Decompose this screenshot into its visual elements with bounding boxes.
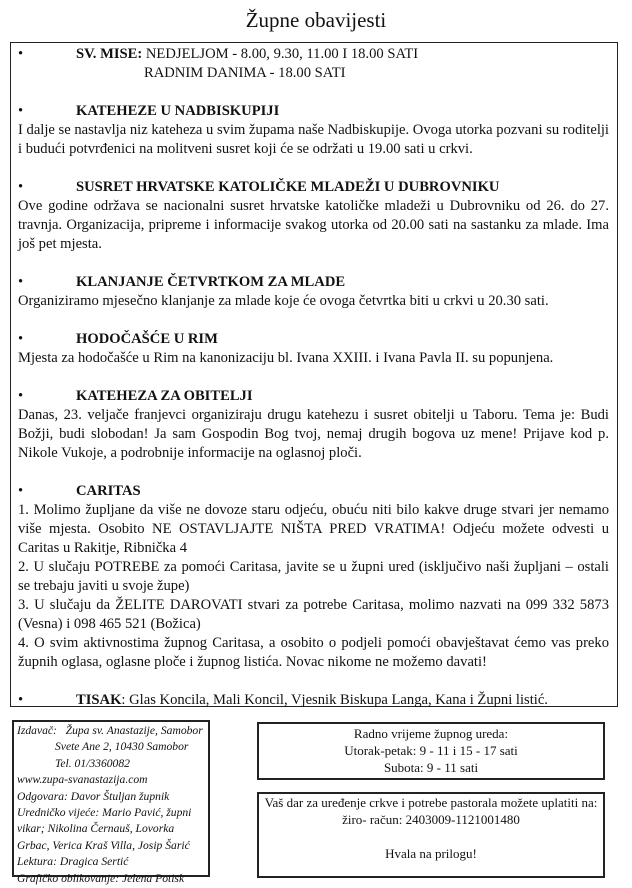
section-text: Organiziramo mjesečno klanjanje za mlade koje će ovoga četvrtka biti u crkvi u 20.30 sati.	[18, 293, 549, 309]
section-kateheze	[18, 102, 609, 159]
bullet: •	[18, 483, 24, 499]
bullet: •	[18, 388, 24, 404]
section-adoration	[18, 273, 609, 311]
caritas-item: 3. U slučaju da ŽELITE DAROVATI stvari za potrebe Caritasa, molimo nazvati na 099 332 5873 (Vesna) i 098 465 521 (Božica)	[18, 597, 609, 632]
impressum-box	[12, 720, 210, 885]
office-hours-box	[257, 722, 605, 780]
address: Svete Ane 2, 10430 Samobor	[55, 740, 189, 754]
caritas-item: 4. O svim aktivnostima župnog Caritasa, a osobito o podjeli pomoći obavještavat ćemo vas preko župnih oglasa, oglasne ploče i župnog listića. Novac nikome ne možemo davati!	[18, 635, 609, 670]
press-list: : Glas Koncila, Mali Koncil, Vjesnik Biskupa Langa, Kana i Župni listić.	[121, 692, 548, 708]
section-heading: KATEHEZE U NADBISKUPIJI	[76, 103, 280, 119]
office-hours-title: Radno vrijeme župnog ureda:	[353, 726, 509, 741]
section-youth-meeting	[18, 178, 609, 254]
section-heading: HODOČAŠĆE U RIM	[76, 331, 218, 347]
section-text: I dalje se nastavlja niz kateheza u svim župama naše Nadbiskupije. Ovoga utorka pozvani su roditelji i budući potvrđenici na molitveni susret koji će se održati u 19.00 sati u crkvi.	[18, 122, 609, 157]
section-heading: SUSRET HRVATSKE KATOLIČKE MLADEŽI U DUBROVNIKU	[76, 179, 500, 195]
section-heading: TISAK	[76, 692, 122, 708]
section-caritas	[18, 482, 609, 672]
section-heading: KATEHEZA ZA OBITELJI	[76, 388, 253, 404]
bullet: •	[18, 46, 24, 62]
caritas-item: 2. U slučaju POTREBE za pomoći Caritasa, javite se u župni ured (isključivo naši župljani – ostali se trebaju javiti u svoje župe)	[18, 559, 609, 594]
bullet: •	[18, 103, 24, 119]
mass-times-weekday: RADNIM DANIMA - 18.00 SATI	[144, 65, 346, 81]
bullet: •	[18, 331, 24, 347]
section-text: Danas, 23. veljače franjevci organiziraju drugu katehezu i susret obitelji u Taboru. Tema je: Budi Božji, budi slobodan! Ja sam Gospodin Bog tvoj, nemaj drugih bogova uz mene! Prijave kod p. Nikole Vukoje, a podrobnije informacije na oglasnoj ploči.	[18, 407, 609, 461]
bullet: •	[18, 692, 24, 708]
design: Grafičko oblikovanje: Jelena Potisk	[17, 871, 185, 885]
publisher-label: Izdavač:	[17, 724, 57, 737]
donation-box	[257, 792, 605, 878]
donation-thanks: Hvala na prilogu!	[385, 846, 477, 861]
section-heading: KLANJANJE ČETVRTKOM ZA MLADE	[76, 274, 346, 290]
proofreading: Lektura: Dragica Sertić	[17, 855, 129, 869]
donation-text: Vaš dar za uređenje crkve i potrebe pastorala možete uplatiti na:	[264, 795, 598, 810]
bank-account: žiro- račun: 2403009-1121001480	[342, 812, 520, 827]
section-text: Mjesta za hodočašće u Rim na kanonizaciju bl. Ivana XXIII. i Ivana Pavla II. su popunjena.	[18, 350, 554, 366]
bullet: •	[18, 274, 24, 290]
office-hours-saturday: Subota: 9 - 11 sati	[383, 760, 479, 775]
page-title: Župne obavijesti	[245, 8, 387, 32]
section-text: Ove godine održava se nacionalni susret hrvatske katoličke mladeži u Dubrovniku od 26. do 27. travnja. Organizacija, pripreme i informacije svakog utorka od 20.00 sati na sastanku za mlade. Ima još pet mjesta.	[18, 198, 609, 252]
mass-times-sunday: NEDJELJOM - 8.00, 9.30, 11.00 I 18.00 SATI	[145, 46, 419, 62]
section-family-catechesis	[18, 387, 609, 463]
office-hours-weekdays: Utorak-petak: 9 - 11 i 15 - 17 sati	[344, 743, 518, 758]
caritas-item: 1. Molimo župljane da više ne dovoze staru odjeću, obuću niti bilo kakve druge stvari jer nemamo više mjesta. Osobito NE OSTAVLJAJTE NIŠTA PRED VRATIMA! Odjeću možete odvesti u Caritas u Rakitje, Ribnička 4	[18, 502, 609, 556]
bullet: •	[18, 179, 24, 195]
section-pilgrimage	[18, 330, 609, 368]
section-press	[18, 691, 609, 710]
website-link[interactable]: www.zupa-svanastazija.com	[17, 773, 148, 787]
publisher: Župa sv. Anastazije, Samobor	[65, 724, 203, 737]
announcements-box	[10, 42, 618, 707]
section-heading: CARITAS	[76, 483, 141, 499]
responsible: Odgovara: Davor Štuljan župnik	[17, 789, 170, 803]
section-masses	[18, 45, 609, 83]
phone: Tel. 01/3360082	[55, 756, 130, 770]
editorial-board: Uredničko vijeće: Mario Pavić, župni vikar; Nikolina Černauš, Lovorka Grbac, Verica Kraš Villa, Josip Šarić	[17, 806, 192, 852]
section-heading: SV. MISE:	[76, 46, 143, 62]
